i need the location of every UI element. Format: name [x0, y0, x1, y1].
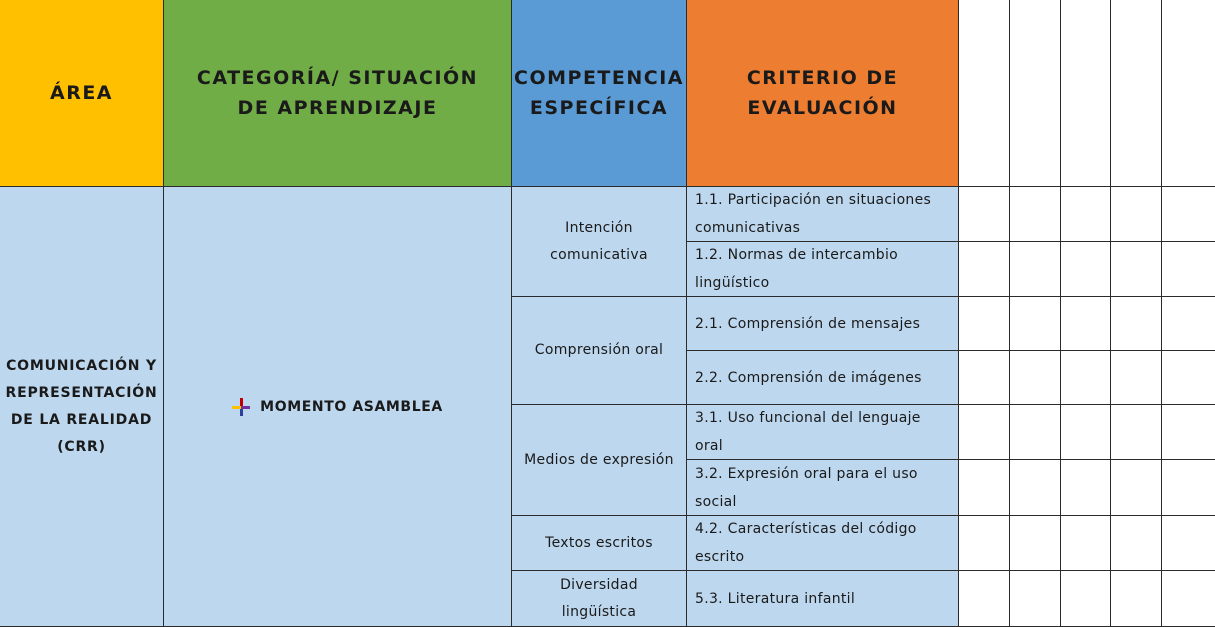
competencia-label: Textos escritos: [545, 534, 653, 551]
categoria-content: [232, 398, 443, 416]
criterio-label: 5.3. Literatura infantil: [695, 590, 856, 607]
assessment-cell[interactable]: [1111, 351, 1162, 405]
assessment-cell[interactable]: [1061, 0, 1111, 187]
competencia-label: Intención comunicativa: [550, 219, 648, 263]
assessment-cell[interactable]: [959, 405, 1010, 460]
assessment-cell[interactable]: [1111, 242, 1162, 297]
header-area-label: ÁREA: [49, 82, 114, 104]
criterio-row: [687, 405, 959, 460]
criterio-row: [687, 516, 959, 571]
assessment-cell[interactable]: [959, 351, 1010, 405]
competencia-row: [512, 571, 687, 627]
assessment-cell[interactable]: [959, 297, 1010, 351]
header-criterio-label: CRITERIO DE EVALUACIÓN: [746, 67, 899, 119]
header-competencia: [512, 0, 687, 187]
criterio-label: 1.1. Participación en situaciones comunicativas: [695, 192, 932, 236]
assessment-cell[interactable]: [1061, 297, 1111, 351]
criterio-label: 3.2. Expresión oral para el uso social: [695, 465, 918, 510]
area-value: COMUNICACIÓN Y REPRESENTACIÓN DE LA REALIDAD (CRR): [5, 357, 158, 455]
assessment-cell[interactable]: [1010, 571, 1061, 627]
assessment-cell[interactable]: [1010, 187, 1061, 242]
competencia-label: Medios de expresión: [524, 451, 674, 468]
assessment-cell[interactable]: [1061, 571, 1111, 627]
assessment-cell[interactable]: [1162, 351, 1215, 405]
criterio-label: 4.2. Características del código escrito: [695, 521, 917, 565]
assessment-cell[interactable]: [1111, 460, 1162, 516]
assessment-cell[interactable]: [1111, 0, 1162, 187]
assessment-cell[interactable]: [1111, 405, 1162, 460]
competencia-label: Comprensión oral: [534, 342, 664, 358]
assessment-cell[interactable]: [1162, 460, 1215, 516]
assessment-cell[interactable]: [1010, 516, 1061, 571]
assessment-cell[interactable]: [1162, 0, 1215, 187]
assessment-cell[interactable]: [1162, 187, 1215, 242]
assessment-cell[interactable]: [1061, 405, 1111, 460]
assessment-cell[interactable]: [1061, 351, 1111, 405]
assessment-cell[interactable]: [959, 571, 1010, 627]
assessment-cell[interactable]: [1162, 242, 1215, 297]
criterio-row: [687, 351, 959, 405]
competencia-row: [512, 405, 687, 516]
assessment-cell[interactable]: [1061, 187, 1111, 242]
assessment-cell[interactable]: [1010, 351, 1061, 405]
categoria-value: MOMENTO ASAMBLEA: [260, 398, 443, 415]
assessment-cell[interactable]: [1162, 297, 1215, 351]
competencia-row: [512, 187, 687, 297]
criterio-row: [687, 460, 959, 516]
assessment-cell[interactable]: [959, 460, 1010, 516]
competencia-row: [512, 516, 687, 571]
header-categoria-label: CATEGORÍA/ SITUACIÓN DE APRENDIZAJE: [196, 67, 479, 119]
criterio-row: [687, 242, 959, 297]
competencia-label: Diversidad lingüística: [560, 576, 638, 620]
assessment-cell[interactable]: [1010, 0, 1061, 187]
area-cell: [0, 187, 164, 627]
assessment-cell[interactable]: [1010, 242, 1061, 297]
four-point-star-icon: [232, 398, 250, 416]
assessment-cell[interactable]: [1111, 571, 1162, 627]
assessment-cell[interactable]: [1111, 297, 1162, 351]
assessment-cell[interactable]: [1162, 571, 1215, 627]
header-criterio: [687, 0, 959, 187]
header-competencia-label: COMPETENCIA ESPECÍFICA: [514, 67, 684, 119]
assessment-cell[interactable]: [1061, 516, 1111, 571]
criterio-row: [687, 571, 959, 627]
assessment-cell[interactable]: [959, 242, 1010, 297]
assessment-cell[interactable]: [1010, 405, 1061, 460]
categoria-cell: [164, 187, 512, 627]
assessment-cell[interactable]: [1010, 460, 1061, 516]
assessment-cell[interactable]: [1061, 242, 1111, 297]
criterio-row: [687, 187, 959, 242]
assessment-cell[interactable]: [1061, 460, 1111, 516]
assessment-cell[interactable]: [1162, 516, 1215, 571]
criterio-label: 3.1. Uso funcional del lenguaje oral: [695, 410, 921, 454]
criterio-label: 1.2. Normas de intercambio lingüístico: [695, 247, 898, 291]
criterio-label: 2.2. Comprensión de imágenes: [695, 369, 922, 386]
header-area: [0, 0, 164, 187]
criterio-row: [687, 297, 959, 351]
header-categoria: [164, 0, 512, 187]
competencia-row: [512, 297, 687, 405]
criterio-label: 2.1. Comprensión de mensajes: [695, 315, 921, 332]
assessment-cell[interactable]: [1111, 516, 1162, 571]
assessment-cell[interactable]: [959, 516, 1010, 571]
assessment-cell[interactable]: [959, 0, 1010, 187]
assessment-cell[interactable]: [1162, 405, 1215, 460]
assessment-cell[interactable]: [959, 187, 1010, 242]
assessment-cell[interactable]: [1010, 297, 1061, 351]
assessment-cell[interactable]: [1111, 187, 1162, 242]
